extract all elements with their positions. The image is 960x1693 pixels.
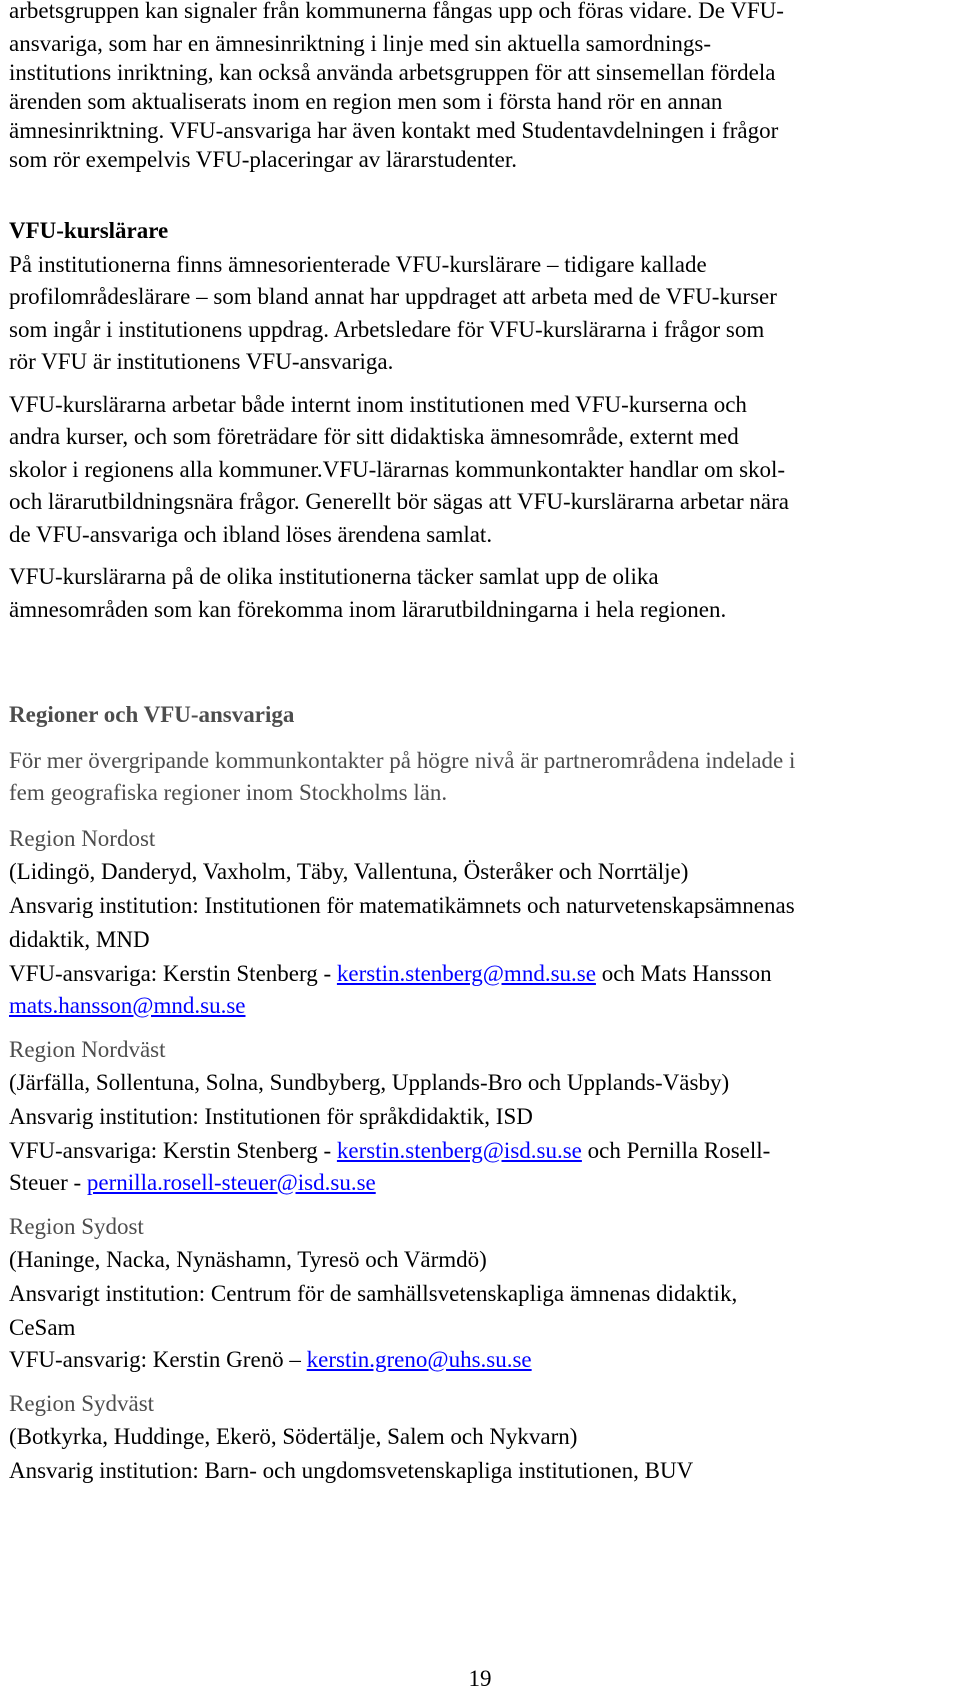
region-sydost: [9, 1210, 795, 1375]
intro-line: ansvariga, som har en ämnesinriktning i linje med sin aktuella samordnings-: [9, 30, 711, 56]
paragraph-line: de VFU-ansvariga och ibland löses ärendena samlat.: [9, 521, 493, 547]
contact-text: VFU-ansvariga: Kerstin Stenberg -: [9, 1137, 337, 1163]
kurslarare-paragraph-2: [9, 389, 789, 552]
region-nordost: [9, 822, 795, 1021]
paragraph-line: skolor i regionens alla kommuner.VFU-lärarnas kommunkontakter handlar om skol-: [9, 456, 786, 482]
regioner-section: [9, 698, 795, 1488]
region-municipalities: (Järfälla, Sollentuna, Solna, Sundbyberg, Upplands-Bro och Upplands-Väsby): [9, 1069, 730, 1095]
region-institution: Ansvarigt institution: Centrum för de samhällsvetenskapliga ämnenas didaktik,: [9, 1280, 738, 1306]
region-contacts: [9, 1345, 795, 1375]
region-institution: Ansvarig institution: Barn- och ungdomsvetenskapliga institutionen, BUV: [9, 1457, 694, 1483]
email-link[interactable]: mats.hansson@mnd.su.se: [9, 992, 246, 1018]
region-institution: Ansvarig institution: Institutionen för matematikämnets och naturvetenskapsämnenas: [9, 892, 795, 918]
intro-line: institutions inriktning, kan också använda arbetsgruppen för att sinsemellan fördela: [9, 59, 776, 85]
region-contacts: [9, 991, 795, 1021]
kurslarare-heading: VFU-kurslärare: [9, 218, 169, 243]
intro-line: ärenden som aktualiserats inom en region men som i första hand rör en annan: [9, 88, 723, 114]
intro-line: som rör exempelvis VFU-placeringar av lärarstudenter.: [9, 146, 517, 172]
page-number: 19: [468, 1666, 492, 1691]
paragraph-line: På institutionerna finns ämnesorienterade VFU-kurslärare – tidigare kallade: [9, 251, 707, 277]
contact-text: och Pernilla Rosell-: [581, 1137, 771, 1163]
region-nordvast: [9, 1033, 795, 1198]
region-contacts: [9, 1168, 795, 1198]
paragraph-line: rör VFU är institutionens VFU-ansvariga.: [9, 349, 394, 374]
paragraph-line: VFU-kurslärarna på de olika institutionerna täcker samlat upp de olika: [9, 564, 659, 589]
region-contacts: [9, 957, 795, 991]
contact-text: Steuer -: [9, 1169, 87, 1195]
region-institution: Ansvarig institution: Institutionen för språkdidaktik, ISD: [9, 1103, 533, 1129]
kurslarare-paragraph-1: [9, 249, 789, 379]
region-municipalities: (Botkyrka, Huddinge, Ekerö, Södertälje, Salem och Nykvarn): [9, 1423, 578, 1449]
region-institution: CeSam: [9, 1314, 76, 1340]
email-link[interactable]: kerstin.stenberg@mnd.su.se: [336, 960, 596, 986]
paragraph-line: VFU-kurslärarna arbetar både internt inom institutionen med VFU-kurserna och: [9, 391, 747, 417]
region-name: Region Nordväst: [9, 1036, 166, 1062]
region-municipalities: (Haninge, Nacka, Nynäshamn, Tyresö och Värmdö): [9, 1246, 487, 1272]
region-municipalities: (Lidingö, Danderyd, Vaxholm, Täby, Vallentuna, Österåker och Norrtälje): [9, 858, 689, 884]
intro-line: arbetsgruppen kan signaler från kommunerna fångas upp och föras vidare. De VFU-: [9, 0, 784, 23]
contact-text: VFU-ansvarig: Kerstin Grenö –: [9, 1346, 307, 1372]
paragraph-line: profilområdeslärare – som bland annat har uppdraget att arbeta med de VFU-kurser: [9, 284, 777, 309]
region-name: Region Sydost: [9, 1213, 144, 1239]
contact-text: och Mats Hansson: [595, 960, 772, 986]
email-link[interactable]: pernilla.rosell-steuer@isd.su.se: [86, 1169, 376, 1195]
paragraph-line: ämnesområden som kan förekomma inom lärarutbildningarna i hela regionen.: [9, 596, 727, 622]
paragraph-line: som ingår i institutionens uppdrag. Arbetsledare för VFU-kurslärarna i frågor som: [9, 316, 765, 342]
contact-text: VFU-ansvariga: Kerstin Stenberg -: [9, 960, 337, 986]
kurslarare-paragraph-3: [9, 561, 789, 626]
paragraph-line: fem geografiska regioner inom Stockholms län.: [9, 780, 448, 805]
regioner-intro: [9, 745, 795, 810]
email-link[interactable]: kerstin.greno@uhs.su.se: [306, 1346, 532, 1372]
paragraph-line: och lärarutbildningsnära frågor. Generellt bör sägas att VFU-kurslärarna arbetar nära: [9, 489, 789, 514]
region-institution: didaktik, MND: [9, 926, 150, 952]
region-sydvast: [9, 1387, 795, 1488]
kurslarare-section: [9, 214, 789, 626]
region-name: Region Sydväst: [9, 1390, 155, 1416]
intro-paragraph: [9, 0, 784, 174]
paragraph-line: andra kurser, och som företrädare för sitt didaktiska ämnesområde, externt med: [9, 424, 739, 449]
intro-line: ämnesinriktning. VFU-ansvariga har även kontakt med Studentavdelningen i frågor: [9, 117, 779, 143]
region-contacts: [9, 1134, 795, 1168]
paragraph-line: För mer övergripande kommunkontakter på högre nivå är partnerområdena indelade i: [9, 747, 796, 773]
regioner-heading: Regioner och VFU-ansvariga: [9, 702, 295, 727]
email-link[interactable]: kerstin.stenberg@isd.su.se: [336, 1137, 582, 1163]
region-name: Region Nordost: [9, 825, 156, 851]
